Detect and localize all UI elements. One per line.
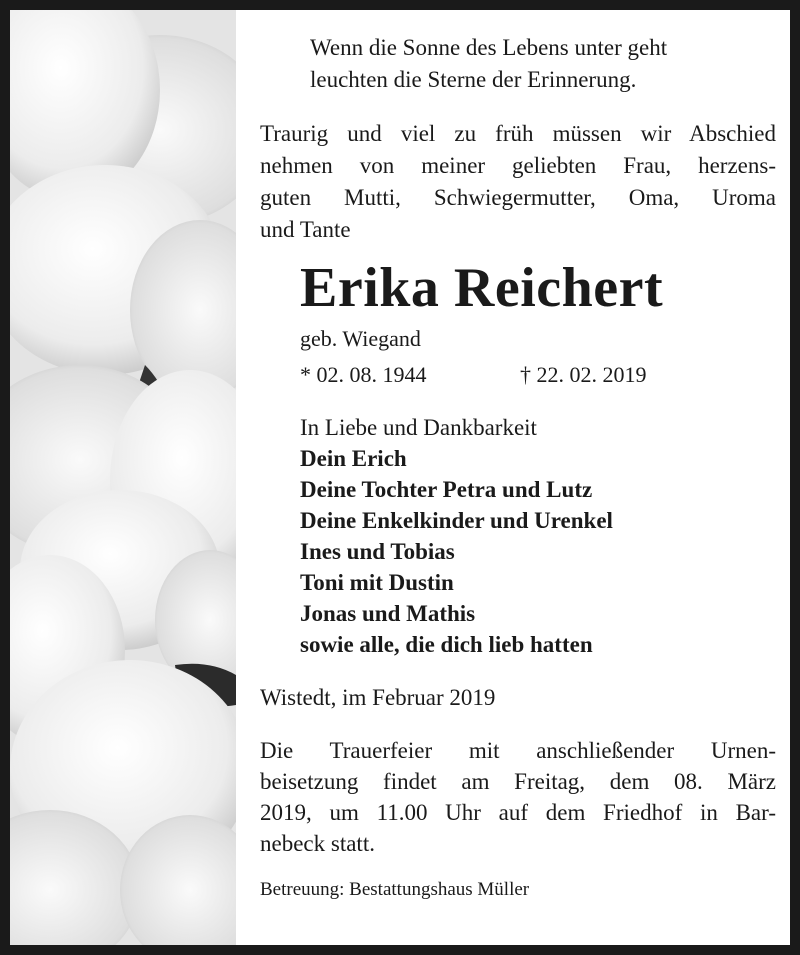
motto-line: Wenn die Sonne des Lebens unter geht — [310, 35, 668, 60]
birth-date: * 02. 08. 1944 — [300, 362, 427, 387]
deceased-name: Erika Reichert — [300, 257, 664, 319]
place-date: Wistedt, im Februar 2019 — [260, 685, 496, 710]
mourner-line: Deine Enkelkinder und Urenkel — [300, 508, 613, 533]
motto-line: leuchten die Sterne der Erinnerung. — [310, 67, 637, 92]
mourner-line: Deine Tochter Petra und Lutz — [300, 477, 593, 502]
mourner-line: Toni mit Dustin — [300, 570, 454, 595]
text-column — [260, 32, 776, 903]
life-dates — [300, 360, 776, 390]
mourners-list — [300, 412, 776, 660]
intro-line: Traurig und viel zu früh müssen wir Abschied — [260, 121, 776, 146]
funeral-line: beisetzung findet am Freitag, dem 08. März — [260, 769, 776, 794]
mourners-intro: In Liebe und Dankbarkeit — [300, 415, 537, 440]
funeral-home: Betreuung: Bestattungshaus Müller — [260, 879, 530, 900]
motto — [310, 32, 776, 96]
name-block — [300, 258, 776, 390]
intro-line: und Tante — [260, 217, 351, 242]
flower-image — [10, 10, 236, 945]
funeral-line: 2019, um 11.00 Uhr auf dem Friedhof in Bar- — [260, 800, 776, 825]
death-date: † 22. 02. 2019 — [520, 362, 647, 387]
maiden-name: geb. Wiegand — [300, 326, 421, 351]
intro-line: nehmen von meiner geliebten Frau, herzens- — [260, 153, 776, 178]
mourner-line: Dein Erich — [300, 446, 407, 471]
intro-text — [260, 118, 776, 246]
funeral-line: nebeck statt. — [260, 831, 375, 856]
mourner-line: Ines und Tobias — [300, 539, 455, 564]
mourner-line: Jonas und Mathis — [300, 601, 476, 626]
mourner-line: sowie alle, die dich lieb hatten — [300, 632, 593, 657]
funeral-info — [260, 735, 776, 859]
orchid-illustration — [10, 10, 236, 945]
funeral-line: Die Trauerfeier mit anschließender Urnen- — [260, 738, 776, 763]
intro-line: guten Mutti, Schwiegermutter, Oma, Uroma — [260, 185, 776, 210]
